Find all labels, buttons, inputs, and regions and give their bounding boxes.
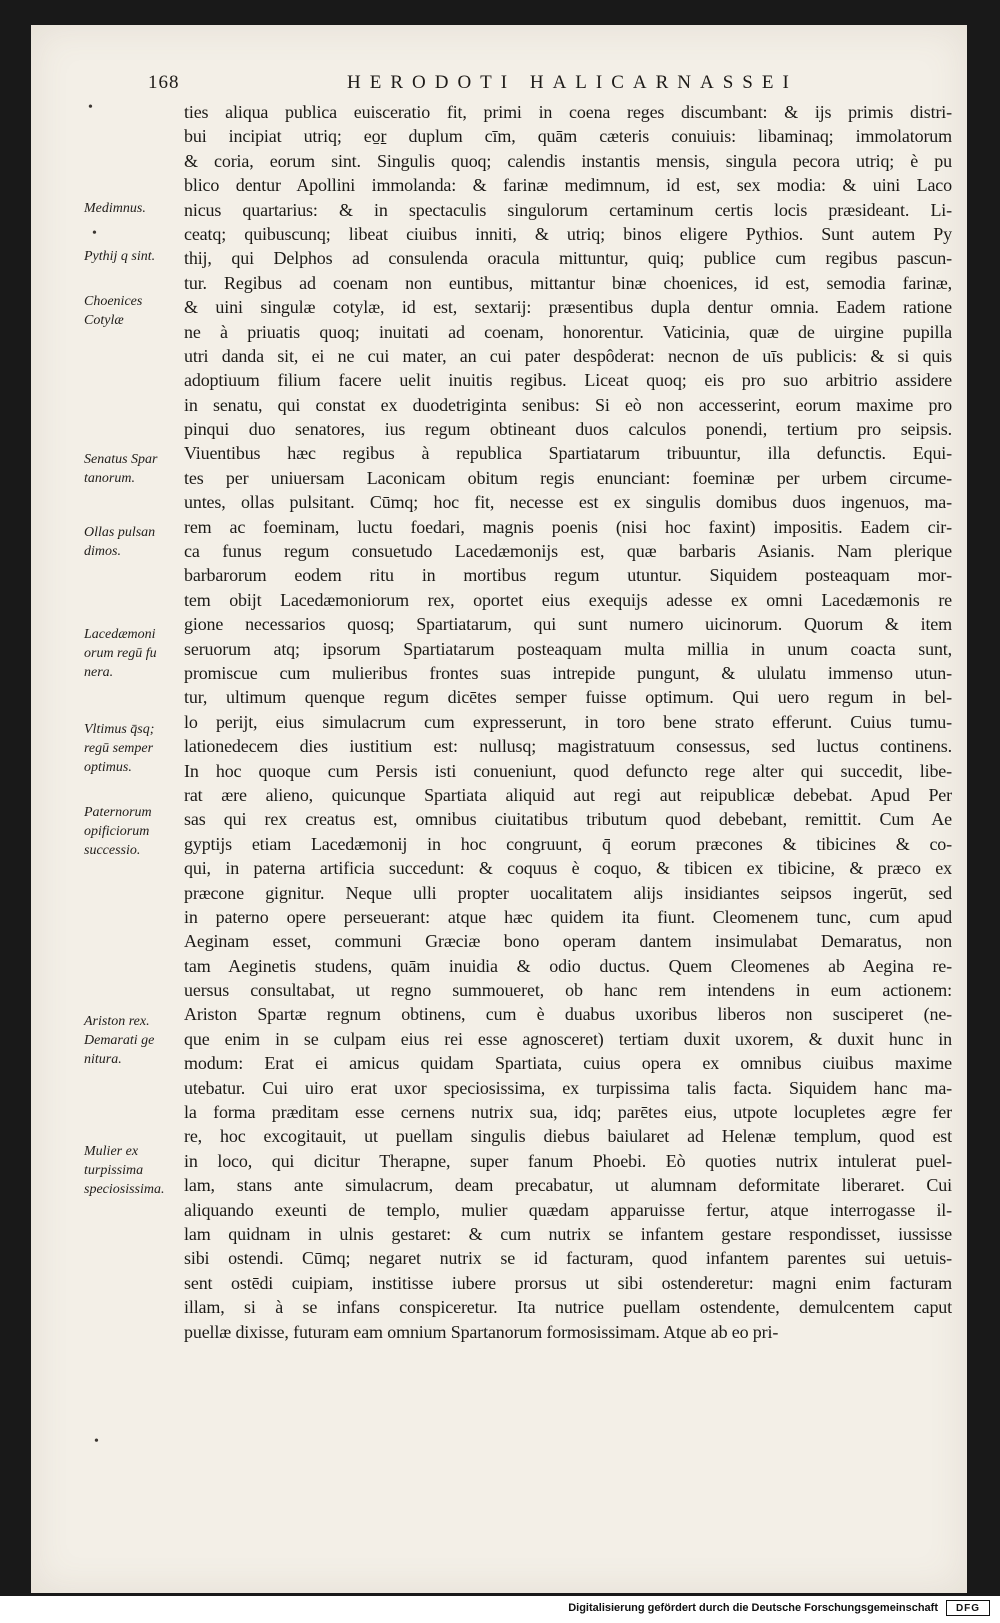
margin-note: Ollas pulsan dimos.: [84, 525, 156, 559]
text-line: illam, si à se infans conspiceretur. Ita nutrice puellam ostendente, demulcentem caput: [184, 1297, 952, 1318]
text-line: lam, stans ante simulacrum, deam precabatur, ut alumnam deformitate liberaret. Cui: [184, 1175, 952, 1196]
margin-note: Choenices Cotylæ: [84, 294, 143, 328]
margin-note: Ariston rex. Demarati ge nitura.: [84, 1014, 155, 1067]
text-line: puellæ dixisse, futuram eam omnium Spartanorum formosissimam. Atque ab eo pri‑: [184, 1321, 779, 1342]
margin-note: Mulier ex turpissima speciosissima.: [84, 1144, 165, 1197]
text-line: gione necessarios quosq; Spartiatarum, qui sunt numero uicinorum. Quorum & item: [184, 614, 952, 635]
text-line: præcone gignitur. Neque ulli propter uocalitatem alijs insidiantes seipsos ingerūt, sed: [184, 882, 952, 903]
text-line: Viuentibus hæc regibus à republica Spartiatarum tribuuntur, illa defunctis. Equi‑: [184, 443, 952, 464]
text-line: tes per uniuersam Laconicam obitum regis enunciant: foeminæ per urbem circume‑: [184, 467, 952, 488]
text-line: in senatu, qui constat ex duodetriginta senibus: Si eò non accesserint, eorum maxime pro: [184, 394, 952, 415]
margin-note: Paternorum opificiorum successio.: [84, 805, 152, 858]
text-line: aliquando exeunti de templo, mulier quædam apparuisse fertur, atque interrogasse il‑: [184, 1199, 952, 1220]
text-line: tur, ultimum quenque regum dicētes semper fuisse optimum. Qui uero regum in bel‑: [184, 687, 952, 708]
text-line: adoptiuum filium facere uelit inuitis regibus. Liceat quoq; eis pro suo arbitrio assidere: [184, 370, 952, 391]
margin-note: Lacedæmoni orum regū fu nera.: [84, 627, 157, 680]
text-line: bui incipiat utriq; eo̱ṟ duplum cīm, quām cæteris conuiuis: libaminaq; immolatorum: [184, 126, 952, 147]
text-line: sibi ostendi. Cūmq; negaret nutrix se id facturam, quod infantem parentes sui uetuis‑: [184, 1248, 952, 1269]
text-line: Aeginam esset, communi Græciæ bono operam dantem insimulabat Demaratus, non: [184, 931, 952, 952]
body-text: [184, 100, 952, 1344]
page-number: 168: [148, 72, 180, 93]
text-line: rat ære alieno, quicunque Spartiata aliquid aut regi aut reipublicæ debebat. Apud Per: [184, 784, 952, 805]
text-line: uersus consultabat, ut regno summoueret, ob hanc rem intendens in eum actionem:: [184, 980, 952, 1001]
text-line: untes, ollas pulsitant. Cūmq; hoc fit, necesse est ex singulis domibus duos ingenuos, ma‑: [184, 492, 952, 513]
text-line: blico dentur Apollini immolanda: & farinæ medimnum, id est, sex modia: & uini Laco: [184, 175, 952, 196]
running-head: HERODOTI HALICARNASSEI: [347, 72, 798, 93]
text-line: ne à priuatis quoq; inuitati ad coenam, honorentur. Vaticinia, quæ de uirgine pupilla: [184, 321, 952, 342]
text-line: lationedecem dies iustitium est: nullusq; magistratuum consessus, sed luctus continens.: [184, 736, 952, 757]
text-line: que enim in se culpam eius rei esse agnosceret) tertiam duxit uxorem, & duxit hunc in: [184, 1028, 952, 1049]
margin-note: Medimnus.: [84, 201, 146, 216]
text-line: re, hoc excogitauit, ut puellam singulis diebus baiularet ad Helenæ templum, quod est: [184, 1126, 952, 1147]
edge-mark: •: [88, 100, 93, 115]
text-line: In hoc quoque cum Persis isti conueniunt, quod defuncto rege alter qui succedit, libe‑: [184, 760, 952, 781]
edge-mark: •: [94, 1434, 99, 1449]
margin-note: Senatus Spar tanorum.: [84, 452, 158, 486]
text-line: thij, qui Delphos ad consulenda oracula mittuntur, quiq; publice cum regibus pascun‑: [184, 248, 952, 269]
digitization-credit: Digitalisierung gefördert durch die Deutsche Forschungsgemeinschaft: [568, 1602, 938, 1614]
text-line: sent ostēdi cuipiam, institisse iubere prorsus ut sibi ostenderetur: magni enim facturam: [184, 1272, 952, 1293]
text-line: Ariston Spartæ regnum obtinens, cum è duabus uxoribus liberos non susciperet (ne‑: [184, 1004, 952, 1025]
margin-notes: [84, 0, 184, 1400]
text-line: modum: Erat ei amicus quidam Spartiata, cuius opera ex omnibus ciuibus maxime: [184, 1053, 952, 1074]
text-line: tam Aeginetis studens, quām inuidia & odio ductus. Quem Cleomenes ab Aegina re‑: [184, 955, 952, 976]
text-line: & coria, eorum sint. Singulis quoq; calendis instantis mensis, singula pecora utriq; è pu: [184, 150, 952, 171]
text-line: la forma præditam esse cernens nutrix sua, idq; parētes eius, utpote locupletes ægre fer: [184, 1102, 952, 1123]
text-line: qui, in paterna artificia succedunt: & coquus è coquo, & tibicen ex tibicine, & præco ex: [184, 858, 952, 879]
text-line: utri danda sit, ei ne cui mater, an cui pater despôderat: necnon de uīs publicis: & si quis: [184, 345, 952, 366]
text-line: sas qui rex creatus est, omnibus ciuitatibus tributum quod debebant, remittit. Cum Ae: [184, 809, 952, 830]
text-line: lo perijt, eius simulacrum cum expresserunt, in toro bene strato efferunt. Cuius tumu‑: [184, 711, 952, 732]
text-line: tur. Regibus ad coenam non euntibus, mittantur binæ choenices, id est, semodia farinæ,: [184, 272, 952, 293]
text-line: gyptijs etiam Lacedæmonij in hoc congruunt, q̄ eorum præcones & tibicines & co‑: [184, 833, 952, 854]
text-line: in loco, qui dicitur Therapne, super fanum Phoebi. Eò quoties nutrix intulerat puel‑: [184, 1150, 952, 1171]
text-line: ties aliqua publica euisceratio fit, primi in coena reges discumbant: & ijs primis distri‑: [184, 102, 952, 122]
text-line: ca funus regum consuetudo Lacedæmonijs est, quæ barbaris Asianis. Nam plerique: [184, 541, 952, 562]
margin-note: Vltimus q̄sq; regū semper optimus.: [84, 722, 155, 775]
text-line: seruorum atq; ipsorum Spartiatarum posteaquam multa millia in unum coacta sunt,: [184, 638, 952, 659]
dfg-logo: DFG: [946, 1600, 990, 1616]
text-line: nicus quartarius: & in spectaculis singulorum certaminum certis locis præsideant. Li‑: [184, 199, 952, 220]
text-line: ceatq; quibuscunq; libeat ciuibus inniti, & utriq; binos eligere Pythios. Sunt autem Py: [184, 223, 952, 244]
text-line: rem ac foeminam, luctu foedari, magnis poenis (nisi hoc faxint) impositis. Eadem cir‑: [184, 516, 952, 537]
text-line: utebatur. Cui uiro erat uxor speciosissima, ex turpissima talis facta. Siquidem hanc ma‑: [184, 1077, 952, 1098]
edge-mark: •: [92, 226, 97, 241]
text-line: & uini singulæ cotylæ, id est, sextarij: præsentibus dupla dentur omnia. Eadem ratione: [184, 297, 952, 318]
text-line: barbarorum eodem ritu in mortibus regum utuntur. Siquidem posteaquam mor‑: [184, 565, 952, 586]
text-line: promiscue cum mulieribus frontes suas intrepide pungunt, & ululatu immenso utun‑: [184, 662, 952, 683]
text-line: lam quidnam in ulnis gestaret: & cum nutrix se infantem gestare respondisset, iussisse: [184, 1223, 952, 1244]
margin-note: Pythij q sint.: [84, 249, 156, 264]
text-line: pinqui duo senatores, ius regum obtineant duos calculos ponendi, tertium pro seipsis.: [184, 419, 952, 440]
text-line: in paterno opere perseuerant: atque hæc quidem ita fiunt. Cleomenem tunc, cum apud: [184, 906, 952, 927]
text-line: tem obijt Lacedæmoniorum rex, oportet eius exequijs adesse ex omni Lacedæmonis re: [184, 589, 952, 610]
